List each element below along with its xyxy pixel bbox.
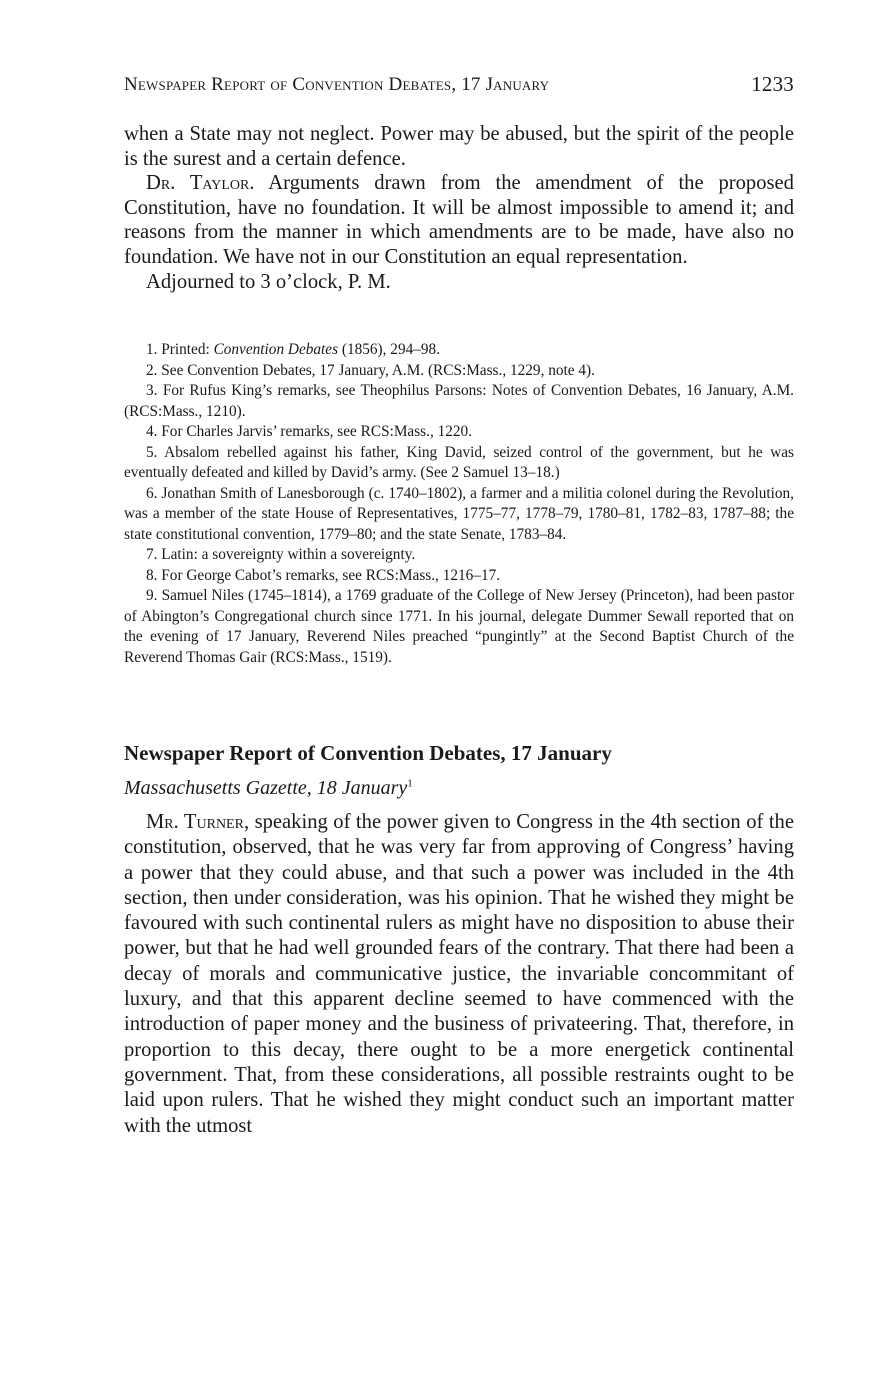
source-line	[124, 777, 413, 800]
page-number: 1233	[751, 72, 794, 96]
taylor-remarks: Arguments drawn from the amendment of the proposed Constitution, have no foundation. It will be almost impossible to amend it; and reasons from the manner in which amendments are to be made, have also no foundation. We have not in our Constitution an equal representation.	[124, 172, 794, 268]
adjournment-line: Adjourned to 3 o’clock, P. M.	[146, 270, 391, 293]
footnote-6: 6. Jonathan Smith of Lanesborough (c. 1740–1802), a farmer and a militia colonel during the Revolution, was a member of the state House of Representatives, 1775–77, 1778–79, 1780–81, 1782–83, 1787–88; the state constitutional convention, 1779–80; and the state Senate, 1783–84.	[124, 484, 794, 543]
footnote-3: 3. For Rufus King’s remarks, see Theophilus Parsons: Notes of Convention Debates, 16 January, A.M. (RCS:Mass., 1210).	[124, 382, 794, 420]
footnote-1-title: Convention Debates	[213, 341, 339, 358]
footnote-1	[124, 340, 794, 361]
section-heading: Newspaper Report of Convention Debates, 17 January	[124, 741, 612, 765]
footnote-9: 9. Samuel Niles (1745–1814), a 1769 graduate of the College of New Jersey (Princeton), had been pastor of Abington’s Congregational church since 1771. In his journal, delegate Dummer Sewall reported that on the evening of 17 January, Reverend Niles preached “pungintly” at the Second Baptist Church of the Reverend Thomas Gair (RCS:Mass., 1519).	[124, 587, 794, 666]
running-title: Newspaper Report of Convention Debates, 17 January	[124, 74, 550, 95]
footnote-5: 5. Absalom rebelled against his father, King David, seized control of the government, but he was eventually defeated and killed by David’s army. (See 2 Samuel 13–18.)	[124, 443, 794, 481]
source-publication: Massachusetts Gazette, 18 January	[124, 777, 408, 799]
footnote-2: 2. See Convention Debates, 17 January, A.M. (RCS:Mass., 1229, note 4).	[146, 361, 595, 379]
source-note-ref: 1	[407, 777, 413, 790]
footnote-4: 4. For Charles Jarvis’ remarks, see RCS:Mass., 1220.	[146, 423, 473, 440]
footnotes	[124, 340, 794, 668]
paragraph-continued: when a State may not neglect. Power may be abused, but the spirit of the people is the surest and a certain defence.	[124, 123, 794, 170]
paragraph-turner	[124, 810, 794, 1139]
turner-remarks: speaking of the power given to Congress in the 4th section of the constitution, observed, that he was very far from approving of Congress’ having a power that they could abuse, and that such a power was included in the 4th section, then under consideration, was his opinion. That he wished they might be favoured with such continental rulers as might have no disposition to abuse their power, but that he had well grounded fears of the contrary. That there had been a decay of morals and communicative justice, the invariable concommitant of luxury, and that this apparent decline seemed to have commenced with the introduction of paper money and the business of privateering. That, therefore, in proportion to this decay, there ought to be a more energetick continental government. That, from these considerations, all possible restraints ought to be laid upon rulers. That he wished they might conduct such an important matter with the utmost	[124, 811, 794, 1137]
footnote-8: 8. For George Cabot’s remarks, see RCS:Mass., 1216–17.	[146, 566, 501, 584]
paragraph-taylor	[124, 171, 794, 269]
footnote-1-tail: (1856), 294–98.	[338, 341, 441, 358]
speaker-name: Mr. Turner,	[146, 811, 250, 833]
top-body-text	[124, 122, 794, 294]
speaker-name: Dr. Taylor.	[146, 172, 255, 195]
footnote-7: 7. Latin: a sovereignty within a sovereignty.	[146, 546, 416, 563]
bottom-body-text	[124, 810, 794, 1139]
footnote-1-lead: 1. Printed:	[146, 341, 214, 358]
